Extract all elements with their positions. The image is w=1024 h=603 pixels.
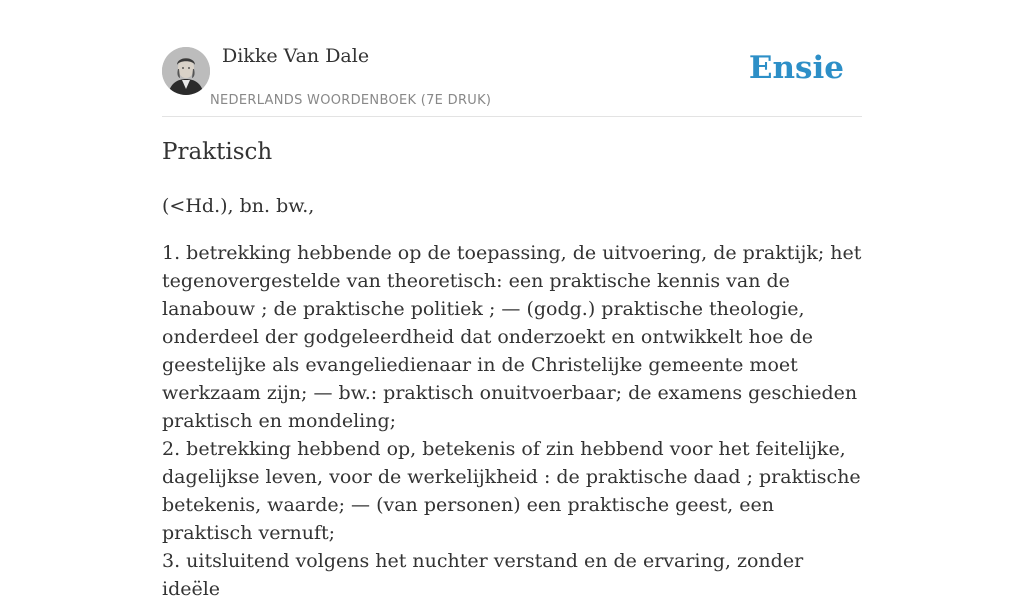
entry-content	[162, 192, 862, 603]
grammar-note: (<Hd.), bn. bw.,	[162, 195, 315, 217]
author-name[interactable]: Dikke Van Dale	[222, 45, 370, 67]
portrait-image	[162, 47, 210, 95]
definition-3: 3. uitsluitend volgens het nuchter verstand en de ervaring, zonder ideële	[162, 550, 804, 600]
page	[162, 0, 862, 600]
definition-1: 1. betrekking hebbende op de toepassing, de uitvoering, de praktijk; het tegenovergestelde van theoretisch: een praktische kennis van de lanabouw ; de praktische politiek ; — (godg.) praktische theologie, onderdeel der godgeleerdheid dat onderzoekt en ontwikkelt hoe de geestelijke als evangeliedienaar in de Christelijke gemeente moet werkzaam zijn; — bw.: praktisch onuitvoerbaar; de examens geschieden praktisch en mondeling;	[162, 242, 862, 432]
dictionary-source[interactable]: NEDERLANDS WOORDENBOEK (7E DRUK)	[210, 93, 492, 108]
ensie-logo[interactable]: Ensie	[748, 50, 844, 86]
definition-2: 2. betrekking hebbend op, betekenis of zin hebbend voor het feitelijke, dagelijkse leven, voor de werkelijkheid : de praktische daad ; praktische betekenis, waarde; — (van personen) een praktische geest, een praktisch vernuft;	[162, 438, 861, 544]
definitions	[162, 239, 862, 603]
author-avatar[interactable]	[162, 47, 210, 95]
entry-title: Praktisch	[162, 139, 273, 165]
header	[162, 0, 862, 117]
